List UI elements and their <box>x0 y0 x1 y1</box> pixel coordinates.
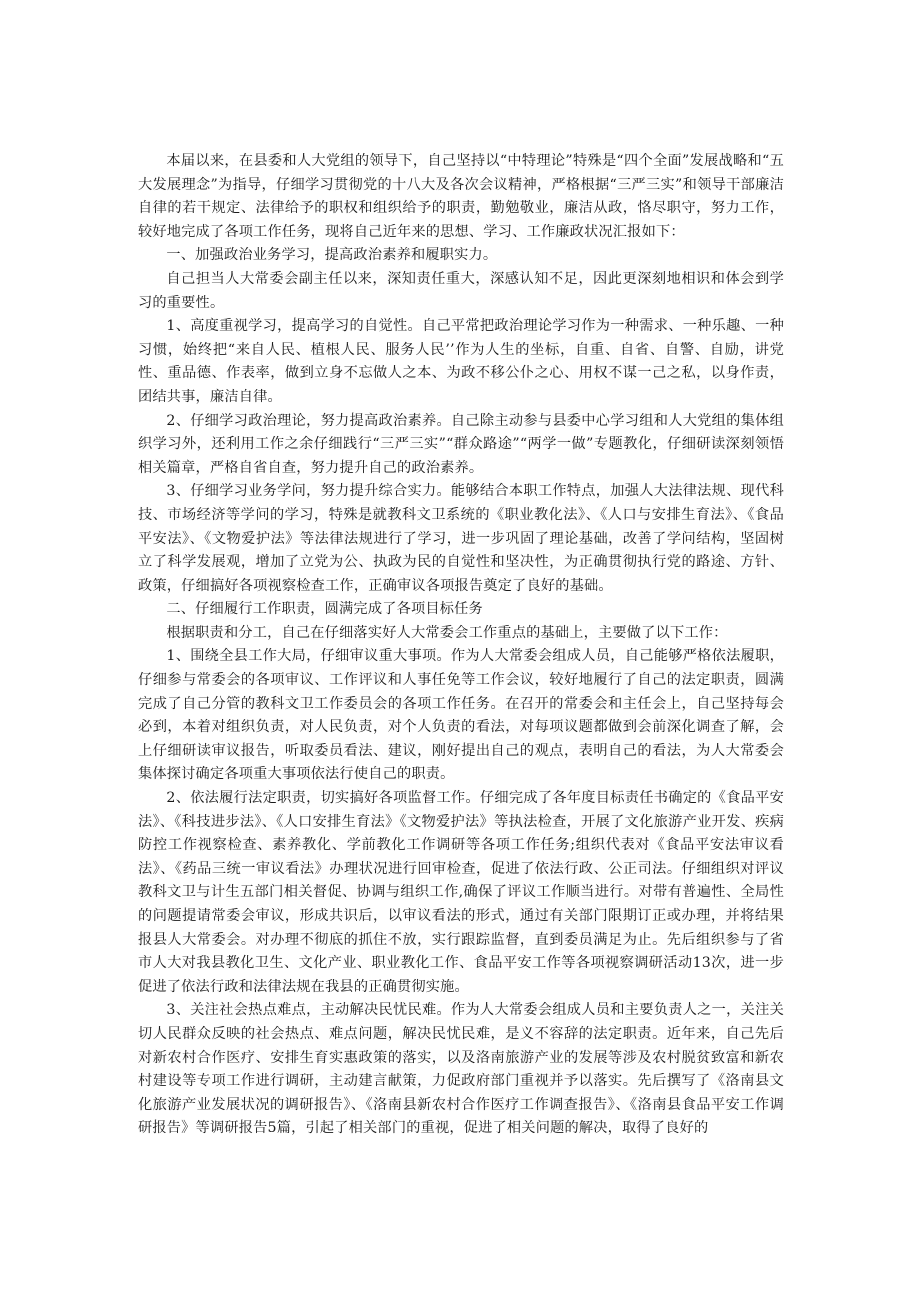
paragraph: 2、仔细学习政治理论，努力提高政治素养。自己除主动参与县委中心学习组和人大党组的集体组织学习外，还利用工作之余仔细践行“三严三实”“群众路途”“两学一做”专题教化，仔细研读深刻领悟相关篇章，严格自省自查，努力提升自己的政治素养。 <box>138 412 784 476</box>
paragraph: 根据职责和分工，自己在仔细落实好人大常委会工作重点的基础上，主要做了以下工作： <box>166 624 728 641</box>
paragraph: 2、依法履行法定职责，切实搞好各项监督工作。仔细完成了各年度目标责任书确定的《食品平安法》、《科技进步法》、《人口安排生育法》《文物爱护法》等执法检查，开展了文化旅游产业开发、疾病防控工作视察检查、素养教化、学前教化工作调研等各项工作任务;组织代表对《食品平安法审议看法》、《药品三统一审议看法》办理状况进行回审检查，促进了依法行政、公正司法。仔细组织对评议教科文卫与计生五部门相关督促、协调与组织工作,确保了评议工作顺当进行。对带有普遍性、全局性的问题提请常委会审议，形成共识后，以审议看法的形式，通过有关部门限期订正或办理，并将结果报县人大常委会。对办理不彻底的抓住不放，实行跟踪监督，直到委员满足为止。先后组织参与了省市人大对我县教化卫生、文化产业、职业教化工作、食品平安工作等各项视察调研活动13次，进一步促进了依法行政和法律法规在我县的正确贯彻实施。 <box>138 790 784 995</box>
paragraph: 自己担当人大常委会副主任以来，深知责任重大，深感认知不足，因此更深刻地相识和体会到学习的重要性。 <box>138 270 784 311</box>
paragraph: 3、仔细学习业务学问，努力提升综合实力。能够结合本职工作特点，加强人大法律法规、现代科技、市场经济等学问的学习，特殊是就教科文卫系统的《职业教化法》、《人口与安排生育法》、《食品平安法》、《文物爱护法》等法律法规进行了学习，进一步巩固了理论基础，改善了学问结构，坚固树立了科学发展观，增加了立党为公、执政为民的自觉性和坚决性，为正确贯彻执行党的路途、方针、政策，仔细搞好各项视察检查工作，正确审议各项报告奠定了良好的基础。 <box>138 483 784 594</box>
section-heading-2: 二、仔细履行工作职责，圆满完成了各项目标任务 <box>166 601 483 618</box>
paragraph-intro: 本届以来，在县委和人大党组的领导下，自己坚持以“中特理论”特殊是“四个全面”发展战略和“五大发展理念”为指导，仔细学习贯彻党的十八大及各次会议精神，严格根据“三严三实”和领导干部廉洁自律的若干规定、法律给予的职权和组织给予的职责，勤勉敬业，廉洁从政，恪尽职守，努力工作，较好地完成了各项工作任务，现将自己近年来的思想、学习、工作廉政状况汇报如下： <box>138 153 784 240</box>
section-heading-1: 一、加强政治业务学习，提高政治素养和履职实力。 <box>166 247 498 264</box>
document-body <box>138 150 784 1141</box>
paragraph: 3、关注社会热点难点，主动解决民忧民难。作为人大常委会组成人员和主要负责人之一，关注关切人民群众反映的社会热点、难点问题，解决民忧民难，是义不容辞的法定职责。近年来，自己先后对新农村合作医疗、安排生育实惠政策的落实，以及洛南旅游产业的发展等涉及农村脱贫致富和新农村建设等专项工作进行调研，主动建言献策，力促政府部门重视并予以落实。先后撰写了《洛南县文化旅游产业发展状况的调研报告》、《洛南县新农村合作医疗工作调查报告》、《洛南县食品平安工作调研报告》等调研报告5篇，引起了相关部门的重视，促进了相关问题的解决，取得了良好的 <box>138 1002 784 1137</box>
paragraph: 1、围绕全县工作大局，仔细审议重大事项。作为人大常委会组成人员，自己能够严格依法履职，仔细参与常委会的各项审议、工作评议和人事任免等工作会议，较好地履行了自己的法定职责，圆满完成了自己分管的教科文卫工作委员会的各项工作任务。在召开的常委会和主任会上，自己坚持每会必到，本着对组织负责，对人民负责，对个人负责的看法，对每项议题都做到会前深化调查了解，会上仔细研读审议报告，听取委员看法、建议，刚好提出自己的观点，表明自己的看法，为人大常委会集体探讨确定各项重大事项依法行使自己的职责。 <box>138 648 784 783</box>
paragraph: 1、高度重视学习，提高学习的自觉性。自己平常把政治理论学习作为一种需求、一种乐趣、一种习惯，始终把“来自人民、植根人民、服务人民’’作为人生的坐标，自重、自省、自警、自励，讲党性、重品德、作表率，做到立身不忘做人之本、为政不移公仆之心、用权不谋一己之私，以身作责，团结共事，廉洁自律。 <box>138 318 784 405</box>
